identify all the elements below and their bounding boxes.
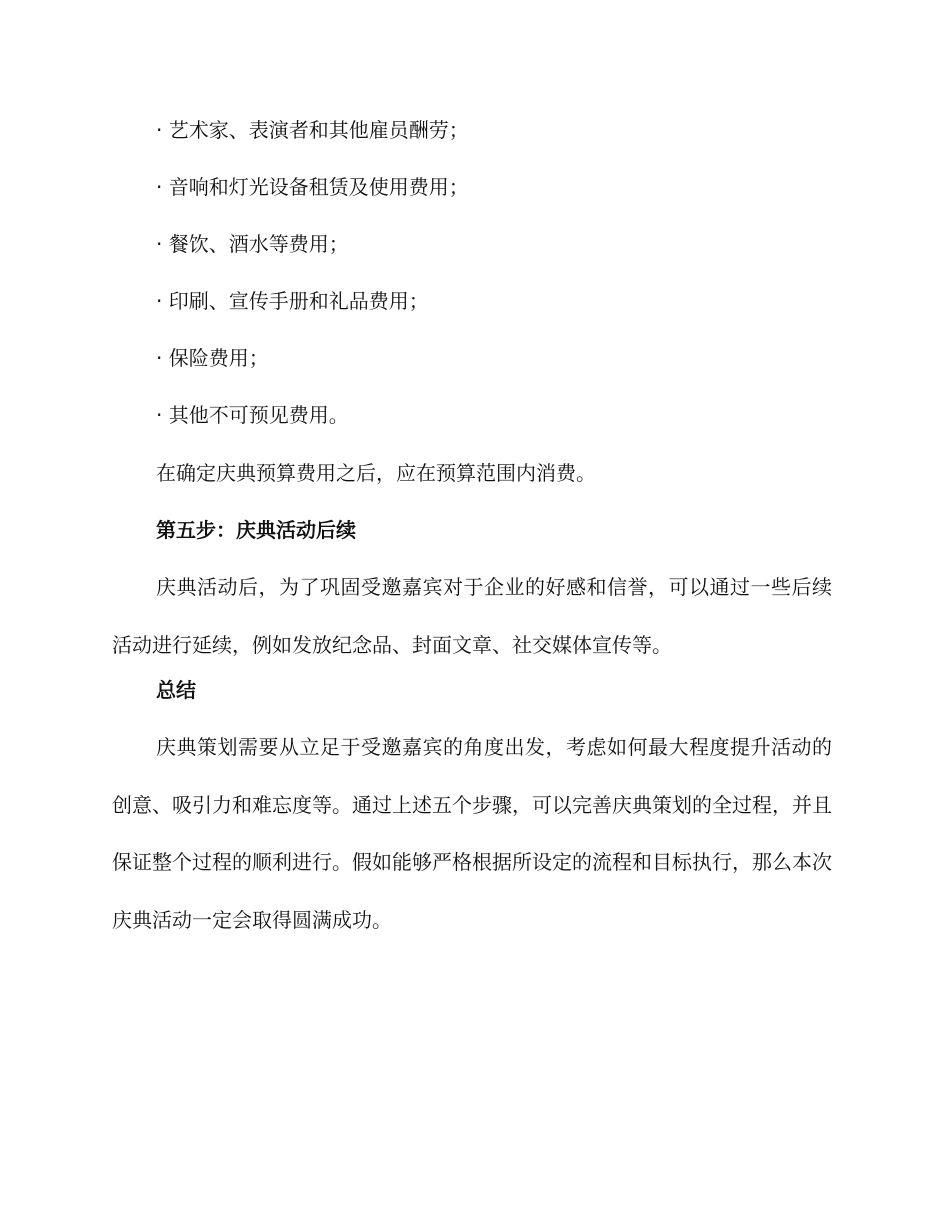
summary-heading: 总结 <box>156 678 196 702</box>
step5-heading: 第五步：庆典活动后续 <box>156 518 356 542</box>
bullet-item: · 保险费用； <box>156 346 269 370</box>
summary-body: 庆典策划需要从立足于受邀嘉宾的角度出发，考虑如何最大程度提升活动的创意、吸引力和难忘度等。通过上述五个步骤，可以完善庆典策划的全过程，并且保证整个过程的顺利进行。假如能够严格根据所设定的流程和目标执行，那么本次庆典活动一定会取得圆满成功。 <box>112 735 832 932</box>
bullet-item: · 其他不可预见费用。 <box>156 403 349 427</box>
step5-body: 庆典活动后，为了巩固受邀嘉宾对于企业的好感和信誉，可以通过一些后续活动进行延续，例如发放纪念品、封面文章、社交媒体宣传等。 <box>112 575 832 657</box>
bullet-item: · 音响和灯光设备租赁及使用费用； <box>156 175 469 199</box>
bullet-item: · 餐饮、酒水等费用； <box>156 232 349 256</box>
bullet-item: · 印刷、宣传手册和礼品费用； <box>156 289 429 313</box>
budget-note: 在确定庆典预算费用之后，应在预算范围内消费。 <box>156 461 596 485</box>
bullet-item: · 艺术家、表演者和其他雇员酬劳； <box>156 118 469 142</box>
